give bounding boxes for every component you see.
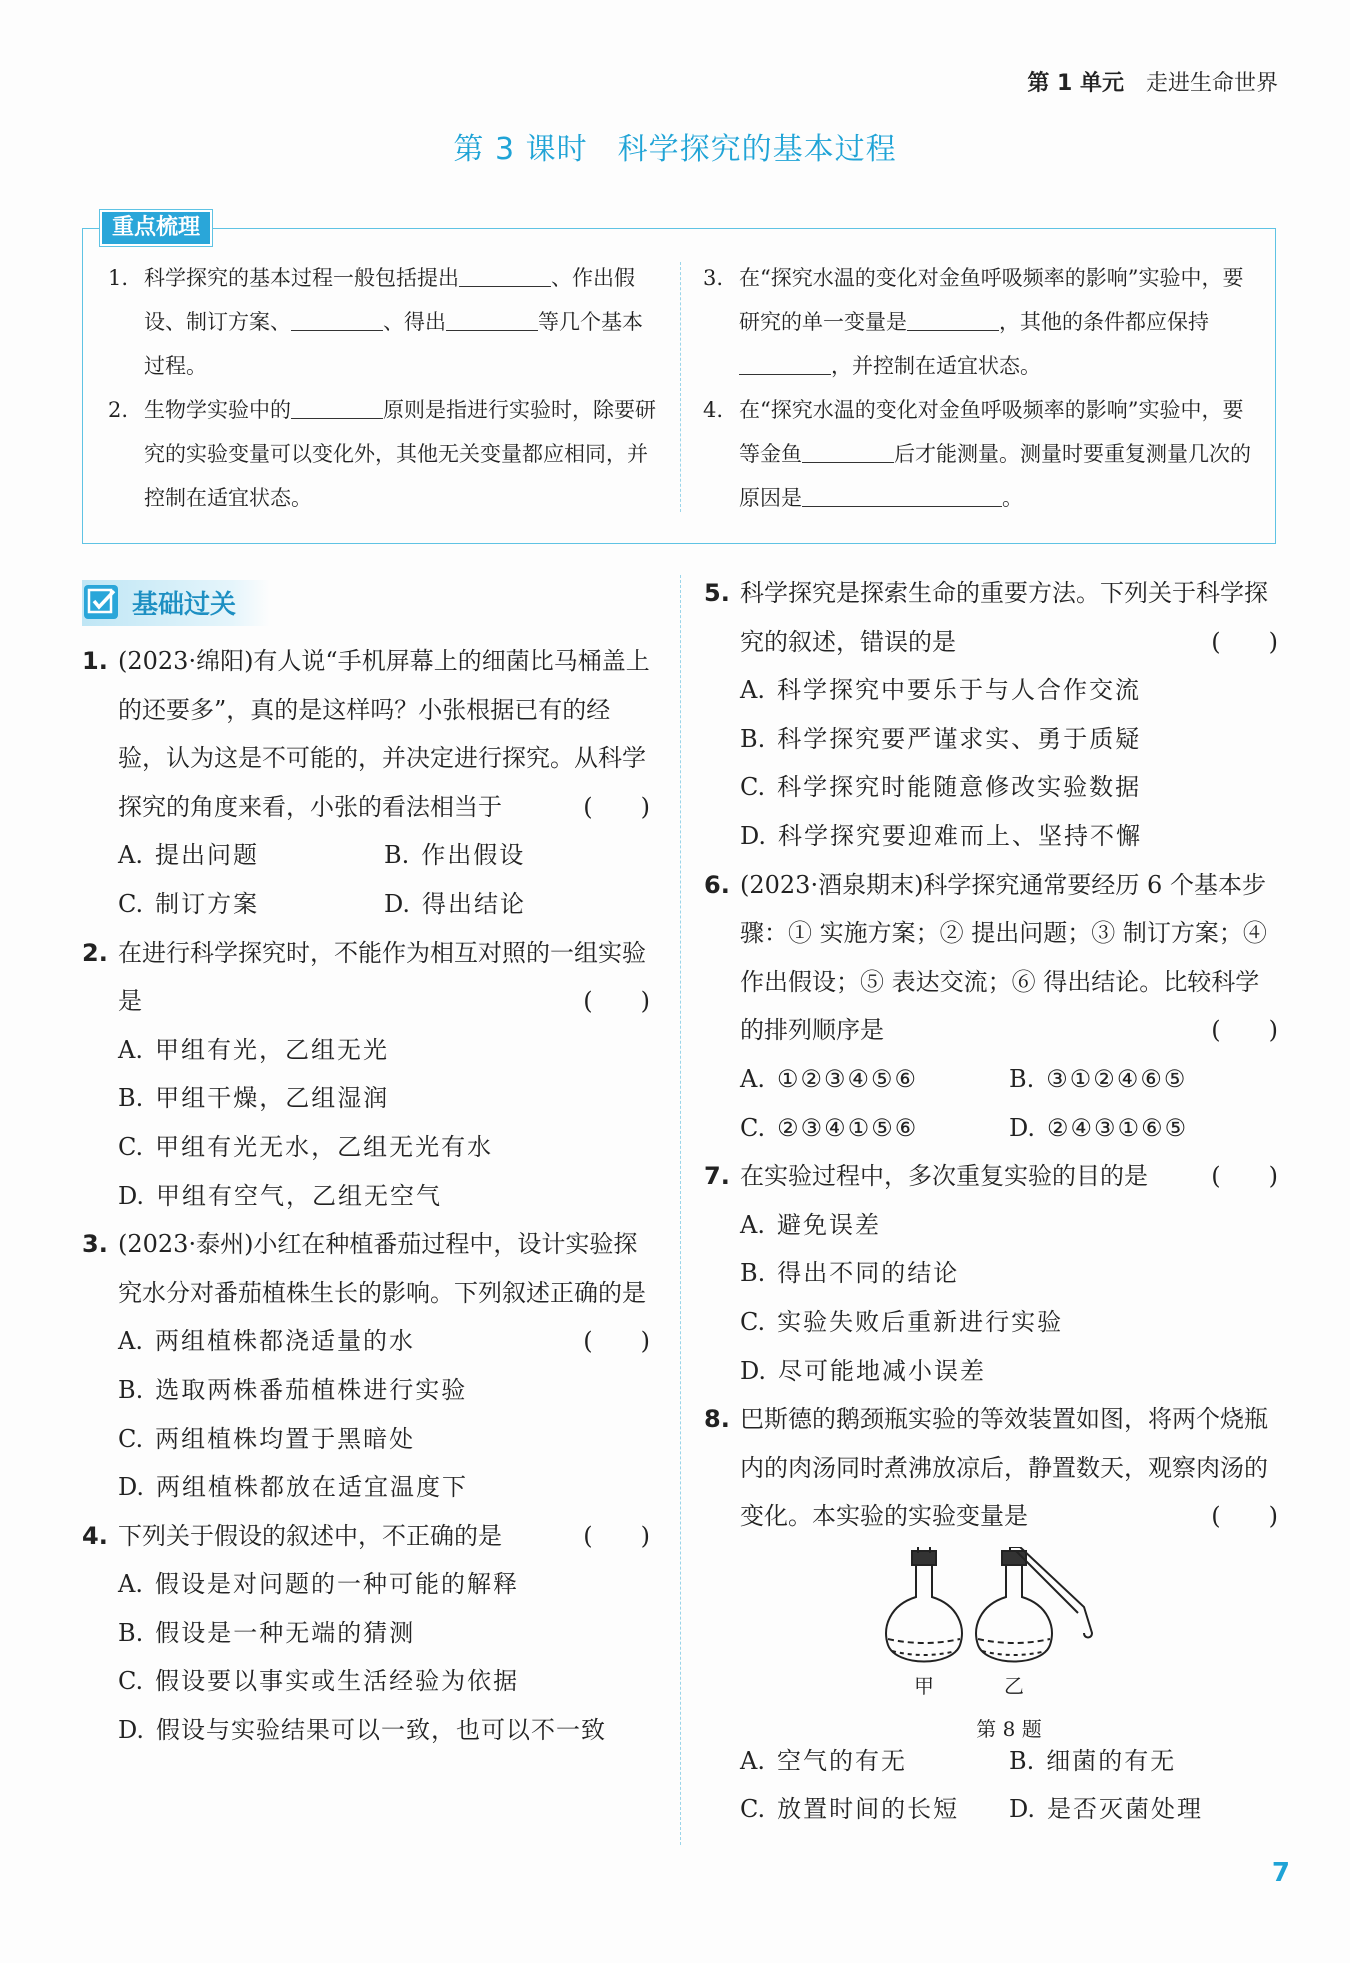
option-b[interactable]: B. ③①②④⑥⑤	[1009, 1064, 1188, 1093]
option-c[interactable]: C. 实验失败后重新进行实验	[740, 1307, 1064, 1336]
answer-bracket[interactable]: ( )	[583, 792, 650, 821]
option-b[interactable]: B. 甲组干燥，乙组湿润	[118, 1084, 390, 1113]
answer-bracket[interactable]: ( )	[1211, 1502, 1278, 1531]
option-d[interactable]: D. 假设与实验结果可以一致，也可以不一致	[118, 1716, 607, 1745]
question-text: 巴斯德的鹅颈瓶实验的等效装置如图，将两个烧瓶内的肉汤同时煮沸放凉后，静置数天，观察肉汤的变化。本实验的实验变量是	[740, 1405, 1268, 1531]
fill-blank[interactable]	[291, 390, 383, 419]
question-1: 1. (2023·绵阳)有人说“手机屏幕上的细菌比马桶盖上的还要多”，真的是这样吗？小张根据已有的经验，认为这是不可能的，并决定进行探究。从科学探究的角度来看，小张的看法相当于 ( )	[82, 637, 650, 831]
option-b[interactable]: B. 作出假设	[384, 841, 526, 870]
option-a[interactable]: A. 提出问题	[118, 841, 259, 870]
question-text: 在进行科学探究时，不能作为相互对照的一组实验是	[118, 938, 646, 1016]
answer-bracket[interactable]: ( )	[583, 987, 650, 1016]
answer-bracket[interactable]: ( )	[1211, 627, 1278, 656]
review-column-right	[703, 256, 1258, 520]
option-row	[704, 1104, 1278, 1153]
question-text: (2023·绵阳)有人说“手机屏幕上的细菌比马桶盖上的还要多”，真的是这样吗？小张根据已有的经验，认为这是不可能的，并决定进行探究。从科学探究的角度来看，小张的看法相当于	[118, 647, 650, 821]
questions-left-column	[82, 637, 650, 1755]
fill-blank[interactable]	[459, 258, 551, 287]
option-a[interactable]: A. 甲组有光，乙组无光	[118, 1035, 389, 1064]
option-b[interactable]: B. 假设是一种无端的猜测	[118, 1618, 416, 1647]
option-d[interactable]: D. ②④③①⑥⑤	[1009, 1113, 1189, 1142]
option-c[interactable]: C. 制订方案	[118, 889, 260, 918]
column-divider	[680, 575, 681, 1845]
checkbox-icon	[84, 585, 118, 619]
option-row	[704, 1055, 1278, 1104]
review-item: 4. 在“探究水温的变化对金鱼呼吸频率的影响”实验中，要等金鱼 后才能测量。测量时要重复测量几次的原因是 。	[703, 398, 1251, 510]
page-number: 7	[1271, 1858, 1290, 1888]
question-4: 4. 下列关于假设的叙述中，不正确的是 ( )	[82, 1512, 650, 1561]
unit-name: 走进生命世界	[1145, 71, 1278, 96]
review-tab: 重点梳理	[100, 210, 212, 246]
unit-header	[1027, 66, 1278, 97]
option-c[interactable]: C. 放置时间的长短	[740, 1795, 960, 1824]
question-5: 5. 科学探究是探索生命的重要方法。下列关于科学探究的叙述，错误的是 ( )	[704, 569, 1278, 666]
option-b[interactable]: B. 细菌的有无	[1009, 1746, 1177, 1775]
option-a[interactable]: A. 假设是对问题的一种可能的解释	[118, 1570, 519, 1599]
option-b[interactable]: B. 选取两株番茄植株进行实验	[118, 1375, 468, 1404]
fill-blank[interactable]	[802, 434, 894, 463]
fill-blank[interactable]	[739, 346, 831, 375]
lesson-name: 科学探究的基本过程	[617, 132, 897, 167]
option-d[interactable]: D. 两组植株都放在适宜温度下	[118, 1473, 469, 1502]
answer-bracket[interactable]: ( )	[583, 1327, 650, 1356]
review-item: 3. 在“探究水温的变化对金鱼呼吸频率的影响”实验中，要研究的单一变量是 ，其他的条件都应保持，并控制在适宜状态。	[703, 266, 1244, 378]
flask-diagram	[870, 1547, 1130, 1697]
question-6: 6. (2023·酒泉期末)科学探究通常要经历 6 个基本步骤：① 实施方案；② 提出问题；③ 制订方案；④ 作出假设；⑤ 表达交流；⑥ 得出结论。比较科学的排列顺序是 ( )	[704, 861, 1278, 1055]
fill-blank[interactable]	[291, 302, 383, 331]
review-item: 1. 科学探究的基本过程一般包括提出 、作出假设、制订方案、 、得出 等几个基本过程。	[108, 256, 658, 388]
question-7: 7. 在实验过程中，多次重复实验的目的是 ( )	[704, 1152, 1278, 1201]
option-c[interactable]: C. 两组植株均置于黑暗处	[118, 1424, 416, 1453]
option-c[interactable]: C. 科学探究时能随意修改实验数据	[740, 773, 1142, 802]
fill-blank[interactable]	[907, 302, 999, 331]
answer-bracket[interactable]: ( )	[1211, 1016, 1278, 1045]
option-b[interactable]: B. 科学探究要严谨求实、勇于质疑	[740, 724, 1142, 753]
option-c[interactable]: C. 假设要以事实或生活经验为依据	[118, 1667, 520, 1696]
option-a[interactable]: A. ①②③④⑤⑥	[740, 1064, 919, 1093]
option-a[interactable]: A. 避免误差	[740, 1210, 881, 1239]
option-row	[704, 1785, 1278, 1834]
review-divider	[680, 262, 681, 512]
option-c[interactable]: C. 甲组有光无水，乙组无光有水	[118, 1132, 494, 1161]
option-c[interactable]: C. ②③④①⑤⑥	[740, 1113, 919, 1142]
figure-caption: 第 8 题	[976, 1716, 1042, 1741]
flask-jia	[886, 1547, 962, 1662]
question-text: 科学探究是探索生命的重要方法。下列关于科学探究的叙述，错误的是	[740, 579, 1268, 656]
label-jia: 甲	[914, 1673, 934, 1697]
review-column-left	[108, 256, 658, 520]
review-item: 2. 生物学实验中的 原则是指进行实验时，除要研究的实验变量可以变化外，其他无关变量都应相同，并控制在适宜状态。	[108, 388, 658, 520]
lesson-number: 第 3 课时	[453, 132, 588, 167]
question-text: 在实验过程中，多次重复实验的目的是	[740, 1162, 1148, 1191]
flask-figure	[740, 1547, 1278, 1741]
option-a[interactable]: A. 两组植株都浇适量的水	[118, 1327, 415, 1356]
question-3: 3. (2023·泰州)小红在种植番茄过程中，设计实验探究水分对番茄植株生长的影响。下列叙述正确的是 ( )	[82, 1220, 650, 1317]
lesson-title	[0, 124, 1350, 168]
answer-bracket[interactable]: ( )	[1211, 1162, 1278, 1191]
answer-bracket[interactable]: ( )	[583, 1521, 650, 1550]
option-a[interactable]: A. 空气的有无	[740, 1746, 907, 1775]
fill-blank[interactable]	[446, 302, 538, 331]
option-a[interactable]: A. 科学探究中要乐于与人合作交流	[740, 676, 1141, 705]
fill-blank[interactable]	[802, 478, 1002, 507]
option-d[interactable]: D. 科学探究要迎难而上、坚持不懈	[740, 821, 1143, 850]
questions-right-column	[704, 569, 1278, 1834]
option-row	[82, 880, 650, 929]
label-yi: 乙	[1004, 1673, 1024, 1697]
option-b[interactable]: B. 得出不同的结论	[740, 1259, 960, 1288]
question-text: 下列关于假设的叙述中，不正确的是	[118, 1521, 502, 1550]
question-text: (2023·酒泉期末)科学探究通常要经历 6 个基本步骤：① 实施方案；② 提出问题；③ 制订方案；④ 作出假设；⑤ 表达交流；⑥ 得出结论。比较科学的排列顺序是	[740, 870, 1267, 1045]
flask-yi	[976, 1547, 1092, 1662]
question-2: 2. 在进行科学探究时，不能作为相互对照的一组实验是 ( )	[82, 929, 650, 1026]
section-badge	[82, 580, 270, 626]
option-d[interactable]: D. 尽可能地减小误差	[740, 1356, 987, 1385]
option-row	[82, 831, 650, 880]
option-d[interactable]: D. 是否灭菌处理	[1009, 1795, 1204, 1824]
section-title: 基础过关	[132, 590, 237, 620]
option-d[interactable]: D. 甲组有空气，乙组无空气	[118, 1181, 443, 1210]
question-8: 8. 巴斯德的鹅颈瓶实验的等效装置如图，将两个烧瓶内的肉汤同时煮沸放凉后，静置数天，观察肉汤的变化。本实验的实验变量是 ( )	[704, 1395, 1278, 1541]
unit-number: 第 1 单元	[1027, 71, 1124, 96]
option-d[interactable]: D. 得出结论	[384, 889, 527, 918]
question-text: (2023·泰州)小红在种植番茄过程中，设计实验探究水分对番茄植株生长的影响。下列叙述正确的是	[118, 1230, 646, 1307]
